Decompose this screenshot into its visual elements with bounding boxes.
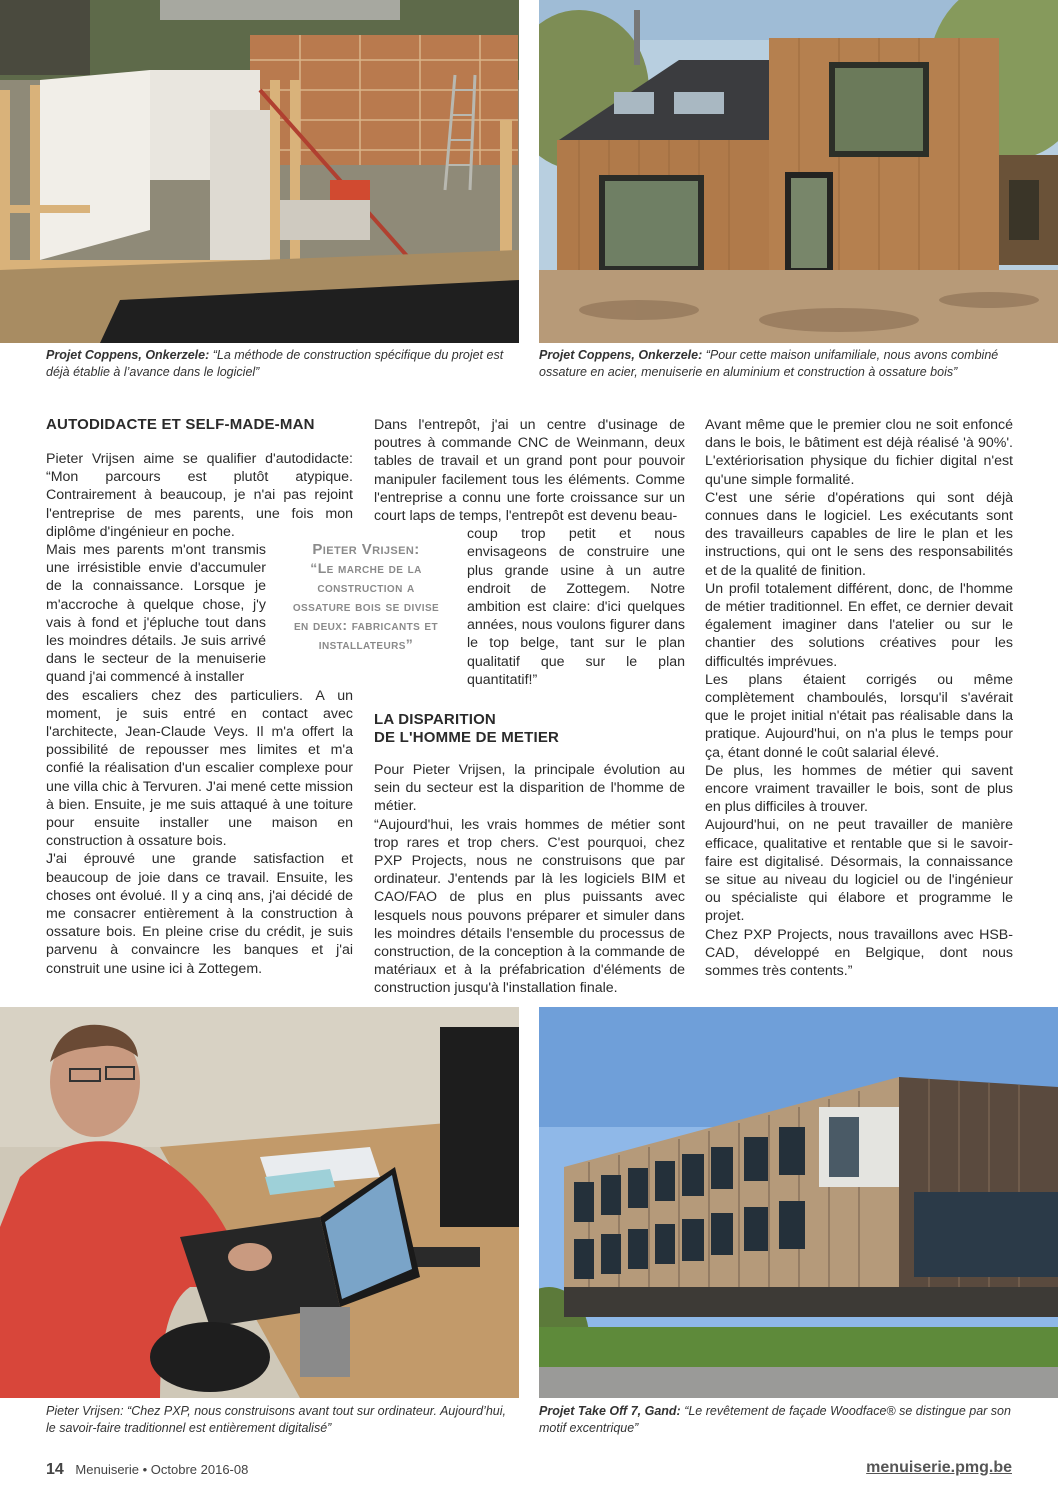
caption-wooden-house — [539, 347, 1014, 381]
caption-text: Pieter Vrijsen: “Chez PXP, nous construisons avant tout sur ordinateur. Aujourd’hui, le savoir-faire traditionnel est entièrement digitalisé” — [46, 1404, 506, 1435]
pull-quote-author: Pieter Vrijsen: — [312, 541, 420, 558]
caption-label: Projet Take Off 7, Gand: — [539, 1404, 681, 1418]
pull-quote-line: construction a — [317, 579, 415, 595]
pull-quote-line: en deux: fabricants et — [293, 617, 439, 633]
caption-text: “Pour cette maison unifamiliale, nous avons combiné ossature en acier, menuiserie en aluminium et construction à ossature bois” — [539, 348, 999, 379]
caption-label: Projet Coppens, Onkerzele: — [46, 348, 210, 362]
article-column-2 — [374, 416, 685, 998]
caption-construction-site — [46, 347, 516, 381]
pull-quote-line: ossature bois se divise — [292, 598, 440, 614]
caption-label: Projet Coppens, Onkerzele: — [539, 348, 703, 362]
caption-text: “La méthode de construction spécifique du projet est déjà établie à l’avance dans le logiciel” — [46, 348, 504, 379]
caption-office-building — [539, 1403, 1014, 1437]
footer-website-link[interactable]: menuiserie.pmg.be — [866, 1459, 1012, 1476]
photo-construction-site — [0, 0, 519, 343]
paragraph: Mais mes parents m'ont transmis une irrésistible envie d'accumuler de la connaissance. Lorsque je m'accroche à quelque chose, j'y vais à fond et j'épluche tout dans les moindres détails. Je suis arrivé dans le secteur de la menuiserie quand j'ai commencé à installer — [46, 542, 266, 686]
section-heading-autodidacte: AUTODIDACTE ET SELF-MADE-MAN — [46, 416, 315, 433]
photo-office-building — [539, 1007, 1058, 1398]
article-column-3 — [705, 416, 1013, 980]
paragraph: De plus, les hommes de métier qui savent encore vraiment travailler le bois, sont de plus en plus difficiles à trouver. — [705, 762, 1013, 816]
heading-line: LA DISPARITION — [374, 711, 496, 729]
footer-page-info — [46, 1461, 248, 1479]
magazine-issue: Menuiserie • Octobre 2016-08 — [75, 1462, 249, 1477]
paragraph: Un profil totalement différent, donc, de l'homme de métier traditionnel. En effet, ce dernier devait également imaginer dans l'atelier ou sur le chantier des solutions créatives pour les difficultés imprévues. — [705, 580, 1013, 670]
paragraph: Chez PXP Projects, nous travaillons avec HSB-CAD, développé en Belgique, dont nous sommes très contents.” — [705, 926, 1013, 980]
paragraph: C'est une série d'opérations qui sont déjà connues dans le logiciel. Les exécutants sont des travailleurs capables de lire le plan et les instructions, qui ont le sens des responsabilités et de la qualité de finition. — [705, 489, 1013, 579]
paragraph: J'ai éprouvé une grande satisfaction et beaucoup de joie dans ce travail. Ensuite, les choses ont évolué. Il y a cinq ans, j'ai décidé de me consacrer entièrement à la construction à ossature bois. En pleine crise du crédit, je suis parvenu à convaincre les banques et j'ai construit une usine ici à Zottegem. — [46, 851, 353, 977]
paragraph: Aujourd'hui, on ne peut travailler de manière efficace, qualitative et rentable que si le savoir-faire est digitalisé. Désormais, la connaissance se situe au niveau du logiciel ou de l'ingénieur ou spécialiste qui élabore et programme le projet. — [705, 817, 1013, 925]
photo-man-at-computer — [0, 1007, 519, 1398]
paragraph: “Aujourd'hui, les vrais hommes de métier sont trop rares et trop chers. C'est pourquoi, chez PXP Projects, nous ne construisons que par ordinateur. J'entends par là les logiciels BIM et CAO/FAO de plus en plus puissants avec lesquels nous pouvons préparer et simuler dans les moindres détails l'ensemble du processus de construction, de la conception à la commande de matériaux et à la préfabrication d'éléments de construction jusqu'à l'installation finale. — [374, 816, 685, 997]
article-column-1 — [46, 416, 353, 978]
pull-quote-line: “Le marche de la — [310, 560, 422, 576]
paragraph: Avant même que le premier clou ne soit enfoncé dans le bois, le bâtiment est déjà réalisé 'à 90%'. L'extériorisation physique du fichier digital n'est qu'une simple formalité. — [705, 417, 1013, 488]
caption-man-at-computer — [46, 1403, 516, 1437]
section-heading-disparition — [374, 711, 685, 747]
paragraph: coup trop petit et nous envisageons de construire une plus grande usine à un autre endroit de Zottegem. Notre ambition est claire: d'ici quelques années, nous voulons figurer dans le top belge, tant sur le plan qualitatif que sur le plan quantitatif!” — [467, 526, 685, 688]
paragraph: Dans l'entrepôt, j'ai un centre d'usinage de poutres à commande CNC de Weinmann, deux tables de travail et un grand pont pour pouvoir manipuler facilement tous les éléments. Comme l'entreprise a connu une forte croissance sur un court laps de temps, l'entrepôt est devenu beau- — [374, 417, 685, 525]
heading-line: DE L'HOMME DE METIER — [374, 729, 560, 747]
caption-text: “Le revêtement de façade Woodface® se distingue par son motif excentrique” — [539, 1404, 1011, 1435]
pull-quote-line: installateurs” — [318, 636, 414, 652]
paragraph: des escaliers chez des particuliers. A un moment, je suis entré en contact avec l'architecte, Jean-Claude Veys. Il m'a offert la possibilité de repousser mes limites et m'a confié la réalisation d'un escalier complexe pour une villa chic à Tervuren. J'ai mené cette mission à bien. Ensuite, je me suis attaqué à une toiture pour ensuite installer une maison en construction à ossature bois. — [46, 687, 353, 850]
photo-wooden-house — [539, 0, 1058, 343]
page-number: 14 — [46, 1461, 64, 1478]
paragraph: Les plans étaient corrigés ou même complètement chamboulés, lorsqu'il s'avérait que le projet initial n'était pas réalisable dans la pratique. Aujourd'hui, on n'a plus le temps pour ça, étant donné le coût salarial élevé. — [705, 671, 1013, 761]
paragraph: Pour Pieter Vrijsen, la principale évolution au sein du secteur est la disparition de l'homme de métier. — [374, 762, 685, 815]
paragraph: Pieter Vrijsen aime se qualifier d'autodidacte: “Mon parcours est plutôt atypique. Contrairement à beaucoup, je n'ai pas rejoint l'entreprise de mes parents, une fois mon diplôme d'ingénieur en poche. — [46, 451, 353, 540]
